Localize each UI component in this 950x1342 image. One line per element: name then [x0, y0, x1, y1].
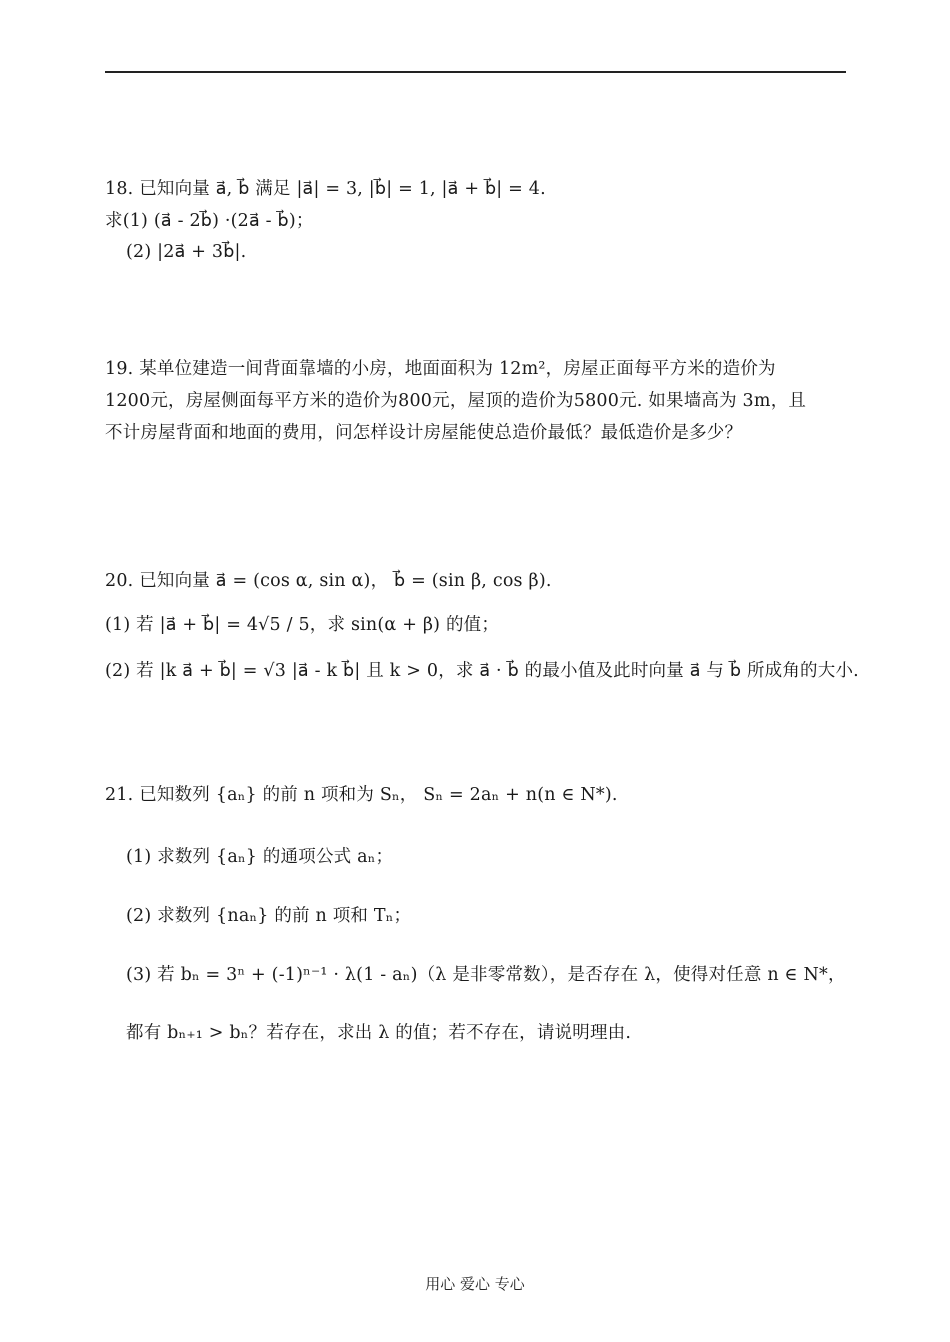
- problem-21-stem: 21. 已知数列 {aₙ} 的前 n 项和为 Sₙ， Sₙ = 2aₙ + n(n ∈ N*).: [105, 785, 618, 805]
- problem-21-question-2: (2) 求数列 {naₙ} 的前 n 项和 Tₙ；: [126, 906, 412, 926]
- header-rule: [105, 71, 846, 73]
- problem-18-question-1: 求(1) (a⃗ - 2b⃗) ·(2a⃗ - b⃗)；: [105, 211, 314, 231]
- problem-20-question-2: (2) 若 |k a⃗ + b⃗| = √3 |a⃗ - k b⃗| 且 k > 0，求 a⃗ · b⃗ 的最小值及此时向量 a⃗ 与 b⃗ 所成角的大小.: [105, 661, 859, 681]
- problem-18-stem: 18. 已知向量 a⃗, b⃗ 满足 |a⃗| = 3, |b⃗| = 1, |a⃗ + b⃗| = 4.: [105, 179, 546, 199]
- problem-20-stem: 20. 已知向量 a⃗ = (cos α, sin α)， b⃗ = (sin β, cos β).: [105, 571, 552, 591]
- problem-19-line-2: 1200元，房屋侧面每平方米的造价为800元，屋顶的造价为5800元. 如果墙高为 3m，且: [105, 391, 807, 411]
- problem-19-line-3: 不计房屋背面和地面的费用，问怎样设计房屋能使总造价最低？最低造价是多少？: [105, 423, 743, 443]
- problem-18-question-2: (2) |2a⃗ + 3b⃗|.: [126, 242, 247, 262]
- problem-21-question-3-continued: 都有 bₙ₊₁ > bₙ？若存在，求出 λ 的值；若不存在，请说明理由.: [126, 1023, 632, 1043]
- problem-20-question-1: (1) 若 |a⃗ + b⃗| = 4√5 / 5，求 sin(α + β) 的值；: [105, 615, 500, 635]
- problem-19-line-1: 19. 某单位建造一间背面靠墙的小房，地面面积为 12m²，房屋正面每平方米的造价为: [105, 359, 776, 379]
- problem-21-question-1: (1) 求数列 {aₙ} 的通项公式 aₙ；: [126, 847, 394, 867]
- page-footer: 用心 爱心 专心: [425, 1275, 525, 1293]
- problem-21-question-3: (3) 若 bₙ = 3ⁿ + (-1)ⁿ⁻¹ · λ(1 - aₙ)（λ 是非零常数），是否存在 λ，使得对任意 n ∈ N*，: [126, 965, 846, 985]
